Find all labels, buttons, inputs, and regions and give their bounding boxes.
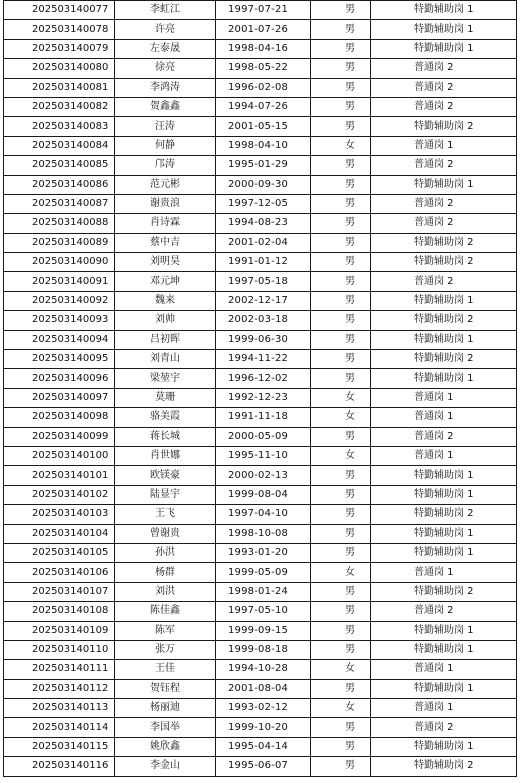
cell-post: 特勤辅助岗 1 — [371, 175, 517, 194]
cell-registration-number: 202503140109 — [4, 621, 115, 640]
cell-gender: 女 — [311, 388, 371, 407]
table-row — [4, 136, 517, 155]
cell-post: 特勤辅助岗 1 — [371, 485, 517, 504]
cell-gender: 男 — [311, 311, 371, 330]
cell-gender: 男 — [311, 78, 371, 97]
cell-gender: 男 — [311, 1, 371, 20]
table-row — [4, 485, 517, 504]
table-body — [4, 1, 517, 777]
cell-birth-date: 1996-12-02 — [216, 369, 311, 388]
cell-birth-date: 1995-01-29 — [216, 156, 311, 175]
cell-birth-date: 1997-12-05 — [216, 194, 311, 213]
table-row — [4, 272, 517, 291]
table-row — [4, 446, 517, 465]
cell-registration-number: 202503140108 — [4, 602, 115, 621]
cell-post: 普通岗 1 — [371, 388, 517, 407]
table-row — [4, 214, 517, 233]
table-row — [4, 757, 517, 776]
cell-birth-date: 2001-02-04 — [216, 233, 311, 252]
cell-gender: 男 — [311, 59, 371, 78]
table-row — [4, 117, 517, 136]
cell-registration-number: 202503140098 — [4, 408, 115, 427]
cell-name: 曾谢贵 — [115, 524, 216, 543]
cell-post: 特勤辅助岗 1 — [371, 291, 517, 310]
cell-registration-number: 202503140105 — [4, 543, 115, 562]
table-row — [4, 640, 517, 659]
cell-gender: 男 — [311, 39, 371, 58]
table-row — [4, 737, 517, 756]
table-row — [4, 97, 517, 116]
cell-name: 李金山 — [115, 757, 216, 776]
cell-registration-number: 202503140082 — [4, 97, 115, 116]
table-row — [4, 311, 517, 330]
cell-post: 普通岗 2 — [371, 427, 517, 446]
table-row — [4, 543, 517, 562]
cell-name: 徐亮 — [115, 59, 216, 78]
cell-gender: 男 — [311, 369, 371, 388]
cell-registration-number: 202503140092 — [4, 291, 115, 310]
cell-post: 普通岗 1 — [371, 408, 517, 427]
cell-registration-number: 202503140084 — [4, 136, 115, 155]
cell-birth-date: 1995-06-07 — [216, 757, 311, 776]
cell-birth-date: 2001-07-26 — [216, 20, 311, 39]
cell-gender: 男 — [311, 253, 371, 272]
cell-name: 李鸿涛 — [115, 78, 216, 97]
cell-post: 普通岗 2 — [371, 78, 517, 97]
cell-registration-number: 202503140107 — [4, 582, 115, 601]
cell-post: 普通岗 1 — [371, 446, 517, 465]
cell-registration-number: 202503140101 — [4, 466, 115, 485]
cell-name: 陈军 — [115, 621, 216, 640]
cell-registration-number: 202503140114 — [4, 718, 115, 737]
cell-name: 蔡中吉 — [115, 233, 216, 252]
table-row — [4, 59, 517, 78]
table-row — [4, 466, 517, 485]
cell-post: 特勤辅助岗 2 — [371, 233, 517, 252]
cell-name: 肖世娜 — [115, 446, 216, 465]
cell-post: 特勤辅助岗 2 — [371, 350, 517, 369]
cell-birth-date: 1999-06-30 — [216, 330, 311, 349]
cell-post: 特勤辅助岗 2 — [371, 505, 517, 524]
cell-name: 贺鑫鑫 — [115, 97, 216, 116]
cell-name: 何静 — [115, 136, 216, 155]
cell-post: 普通岗 2 — [371, 214, 517, 233]
cell-registration-number: 202503140100 — [4, 446, 115, 465]
table-row — [4, 330, 517, 349]
cell-birth-date: 2002-03-18 — [216, 311, 311, 330]
cell-registration-number: 202503140093 — [4, 311, 115, 330]
table-row — [4, 699, 517, 718]
cell-post: 普通岗 2 — [371, 602, 517, 621]
cell-registration-number: 202503140080 — [4, 59, 115, 78]
table-row — [4, 408, 517, 427]
cell-registration-number: 202503140081 — [4, 78, 115, 97]
table-row — [4, 524, 517, 543]
table-row — [4, 563, 517, 582]
cell-name: 邝涛 — [115, 156, 216, 175]
cell-registration-number: 202503140088 — [4, 214, 115, 233]
cell-gender: 男 — [311, 233, 371, 252]
cell-name: 骆美霞 — [115, 408, 216, 427]
cell-registration-number: 202503140096 — [4, 369, 115, 388]
cell-post: 特勤辅助岗 1 — [371, 369, 517, 388]
cell-birth-date: 1995-11-10 — [216, 446, 311, 465]
cell-name: 杨丽迪 — [115, 699, 216, 718]
cell-name: 王佳 — [115, 660, 216, 679]
table-row — [4, 505, 517, 524]
cell-name: 梁堃宇 — [115, 369, 216, 388]
table-row — [4, 369, 517, 388]
table-row — [4, 621, 517, 640]
cell-name: 汪涛 — [115, 117, 216, 136]
cell-name: 许亮 — [115, 20, 216, 39]
cell-gender: 女 — [311, 563, 371, 582]
cell-gender: 男 — [311, 20, 371, 39]
cell-birth-date: 2001-08-04 — [216, 679, 311, 698]
cell-name: 刘帅 — [115, 311, 216, 330]
cell-gender: 女 — [311, 136, 371, 155]
cell-name: 刘洪 — [115, 582, 216, 601]
cell-gender: 男 — [311, 330, 371, 349]
table-row — [4, 156, 517, 175]
table-row — [4, 39, 517, 58]
cell-post: 普通岗 1 — [371, 699, 517, 718]
table-row — [4, 602, 517, 621]
cell-post: 普通岗 2 — [371, 97, 517, 116]
cell-post: 普通岗 2 — [371, 156, 517, 175]
cell-birth-date: 2000-05-09 — [216, 427, 311, 446]
cell-registration-number: 202503140099 — [4, 427, 115, 446]
table-row — [4, 175, 517, 194]
cell-gender: 男 — [311, 466, 371, 485]
cell-birth-date: 1999-10-20 — [216, 718, 311, 737]
table-row — [4, 1, 517, 20]
cell-registration-number: 202503140097 — [4, 388, 115, 407]
cell-post: 普通岗 1 — [371, 136, 517, 155]
cell-post: 普通岗 2 — [371, 59, 517, 78]
cell-registration-number: 202503140113 — [4, 699, 115, 718]
cell-birth-date: 1991-01-12 — [216, 253, 311, 272]
cell-name: 肖诗霖 — [115, 214, 216, 233]
cell-registration-number: 202503140078 — [4, 20, 115, 39]
cell-registration-number: 202503140091 — [4, 272, 115, 291]
cell-name: 王飞 — [115, 505, 216, 524]
table-row — [4, 660, 517, 679]
cell-post: 特勤辅助岗 1 — [371, 39, 517, 58]
cell-gender: 男 — [311, 175, 371, 194]
cell-gender: 男 — [311, 543, 371, 562]
cell-registration-number: 202503140095 — [4, 350, 115, 369]
cell-registration-number: 202503140106 — [4, 563, 115, 582]
cell-gender: 男 — [311, 602, 371, 621]
cell-registration-number: 202503140087 — [4, 194, 115, 213]
table-row — [4, 253, 517, 272]
cell-registration-number: 202503140090 — [4, 253, 115, 272]
cell-gender: 男 — [311, 757, 371, 776]
cell-gender: 男 — [311, 582, 371, 601]
cell-gender: 男 — [311, 117, 371, 136]
cell-gender: 男 — [311, 621, 371, 640]
cell-name: 蒋长城 — [115, 427, 216, 446]
cell-name: 陈佳鑫 — [115, 602, 216, 621]
cell-registration-number: 202503140094 — [4, 330, 115, 349]
cell-post: 特勤辅助岗 1 — [371, 640, 517, 659]
cell-birth-date: 2000-02-13 — [216, 466, 311, 485]
cell-gender: 男 — [311, 718, 371, 737]
cell-gender: 女 — [311, 408, 371, 427]
table-row — [4, 233, 517, 252]
cell-name: 魏来 — [115, 291, 216, 310]
cell-birth-date: 1998-05-22 — [216, 59, 311, 78]
cell-registration-number: 202503140112 — [4, 679, 115, 698]
cell-birth-date: 1994-07-26 — [216, 97, 311, 116]
cell-registration-number: 202503140110 — [4, 640, 115, 659]
cell-gender: 女 — [311, 446, 371, 465]
cell-registration-number: 202503140085 — [4, 156, 115, 175]
cell-registration-number: 202503140089 — [4, 233, 115, 252]
cell-post: 特勤辅助岗 2 — [371, 117, 517, 136]
cell-post: 特勤辅助岗 1 — [371, 466, 517, 485]
cell-gender: 男 — [311, 524, 371, 543]
cell-name: 左泰晟 — [115, 39, 216, 58]
cell-registration-number: 202503140083 — [4, 117, 115, 136]
cell-registration-number: 202503140102 — [4, 485, 115, 504]
cell-birth-date: 1999-05-09 — [216, 563, 311, 582]
cell-post: 普通岗 2 — [371, 272, 517, 291]
cell-name: 刘明昊 — [115, 253, 216, 272]
cell-gender: 男 — [311, 505, 371, 524]
cell-birth-date: 1997-05-18 — [216, 272, 311, 291]
cell-post: 特勤辅助岗 1 — [371, 737, 517, 756]
cell-birth-date: 1997-05-10 — [216, 602, 311, 621]
cell-name: 孙洪 — [115, 543, 216, 562]
cell-gender: 男 — [311, 640, 371, 659]
cell-post: 特勤辅助岗 1 — [371, 621, 517, 640]
cell-birth-date: 2001-05-15 — [216, 117, 311, 136]
table-row — [4, 78, 517, 97]
cell-name: 姚欣鑫 — [115, 737, 216, 756]
table-row — [4, 350, 517, 369]
cell-birth-date: 1992-12-23 — [216, 388, 311, 407]
cell-gender: 男 — [311, 679, 371, 698]
cell-birth-date: 1999-08-04 — [216, 485, 311, 504]
table-row — [4, 291, 517, 310]
cell-birth-date: 1999-08-18 — [216, 640, 311, 659]
cell-gender: 女 — [311, 660, 371, 679]
cell-post: 特勤辅助岗 1 — [371, 330, 517, 349]
cell-gender: 男 — [311, 272, 371, 291]
cell-gender: 男 — [311, 737, 371, 756]
cell-name: 张万 — [115, 640, 216, 659]
cell-registration-number: 202503140116 — [4, 757, 115, 776]
cell-gender: 男 — [311, 291, 371, 310]
cell-registration-number: 202503140115 — [4, 737, 115, 756]
table-row — [4, 20, 517, 39]
cell-name: 范元彬 — [115, 175, 216, 194]
table-row — [4, 679, 517, 698]
cell-birth-date: 1997-07-21 — [216, 1, 311, 20]
cell-birth-date: 1998-01-24 — [216, 582, 311, 601]
cell-registration-number: 202503140111 — [4, 660, 115, 679]
cell-birth-date: 1991-11-18 — [216, 408, 311, 427]
cell-post: 特勤辅助岗 2 — [371, 311, 517, 330]
cell-post: 特勤辅助岗 1 — [371, 679, 517, 698]
cell-post: 特勤辅助岗 1 — [371, 524, 517, 543]
cell-name: 李国举 — [115, 718, 216, 737]
cell-birth-date: 1999-09-15 — [216, 621, 311, 640]
cell-name: 刘青山 — [115, 350, 216, 369]
cell-gender: 女 — [311, 699, 371, 718]
cell-post: 普通岗 1 — [371, 660, 517, 679]
cell-post: 普通岗 1 — [371, 563, 517, 582]
cell-post: 特勤辅助岗 1 — [371, 543, 517, 562]
table-row — [4, 194, 517, 213]
table-row — [4, 388, 517, 407]
cell-post: 普通岗 2 — [371, 718, 517, 737]
cell-name: 莫珊 — [115, 388, 216, 407]
cell-birth-date: 1993-01-20 — [216, 543, 311, 562]
cell-gender: 男 — [311, 485, 371, 504]
cell-birth-date: 1996-02-08 — [216, 78, 311, 97]
table-row — [4, 427, 517, 446]
cell-post: 特勤辅助岗 2 — [371, 582, 517, 601]
cell-birth-date: 1998-04-10 — [216, 136, 311, 155]
cell-gender: 男 — [311, 97, 371, 116]
cell-name: 李虹江 — [115, 1, 216, 20]
cell-name: 吕初晖 — [115, 330, 216, 349]
cell-birth-date: 2000-09-30 — [216, 175, 311, 194]
cell-gender: 男 — [311, 194, 371, 213]
cell-registration-number: 202503140103 — [4, 505, 115, 524]
cell-gender: 男 — [311, 214, 371, 233]
cell-registration-number: 202503140077 — [4, 1, 115, 20]
cell-birth-date: 1993-02-12 — [216, 699, 311, 718]
cell-birth-date: 1998-10-08 — [216, 524, 311, 543]
cell-birth-date: 2002-12-17 — [216, 291, 311, 310]
cell-name: 贺钰程 — [115, 679, 216, 698]
cell-name: 欧镁豪 — [115, 466, 216, 485]
cell-birth-date: 1994-10-28 — [216, 660, 311, 679]
cell-birth-date: 1998-04-16 — [216, 39, 311, 58]
cell-registration-number: 202503140079 — [4, 39, 115, 58]
cell-name: 陆显宇 — [115, 485, 216, 504]
cell-birth-date: 1994-08-23 — [216, 214, 311, 233]
cell-gender: 男 — [311, 156, 371, 175]
cell-name: 杨群 — [115, 563, 216, 582]
applicant-table — [3, 0, 517, 777]
cell-gender: 男 — [311, 350, 371, 369]
table-row — [4, 582, 517, 601]
cell-birth-date: 1995-04-14 — [216, 737, 311, 756]
cell-gender: 男 — [311, 427, 371, 446]
cell-post: 特勤辅助岗 1 — [371, 20, 517, 39]
table-row — [4, 718, 517, 737]
cell-birth-date: 1994-11-22 — [216, 350, 311, 369]
cell-post: 特勤辅助岗 2 — [371, 757, 517, 776]
cell-post: 特勤辅助岗 2 — [371, 253, 517, 272]
cell-name: 邓元坤 — [115, 272, 216, 291]
cell-registration-number: 202503140104 — [4, 524, 115, 543]
cell-birth-date: 1997-04-10 — [216, 505, 311, 524]
cell-registration-number: 202503140086 — [4, 175, 115, 194]
cell-name: 谢贵浪 — [115, 194, 216, 213]
cell-post: 特勤辅助岗 1 — [371, 1, 517, 20]
cell-post: 普通岗 2 — [371, 194, 517, 213]
